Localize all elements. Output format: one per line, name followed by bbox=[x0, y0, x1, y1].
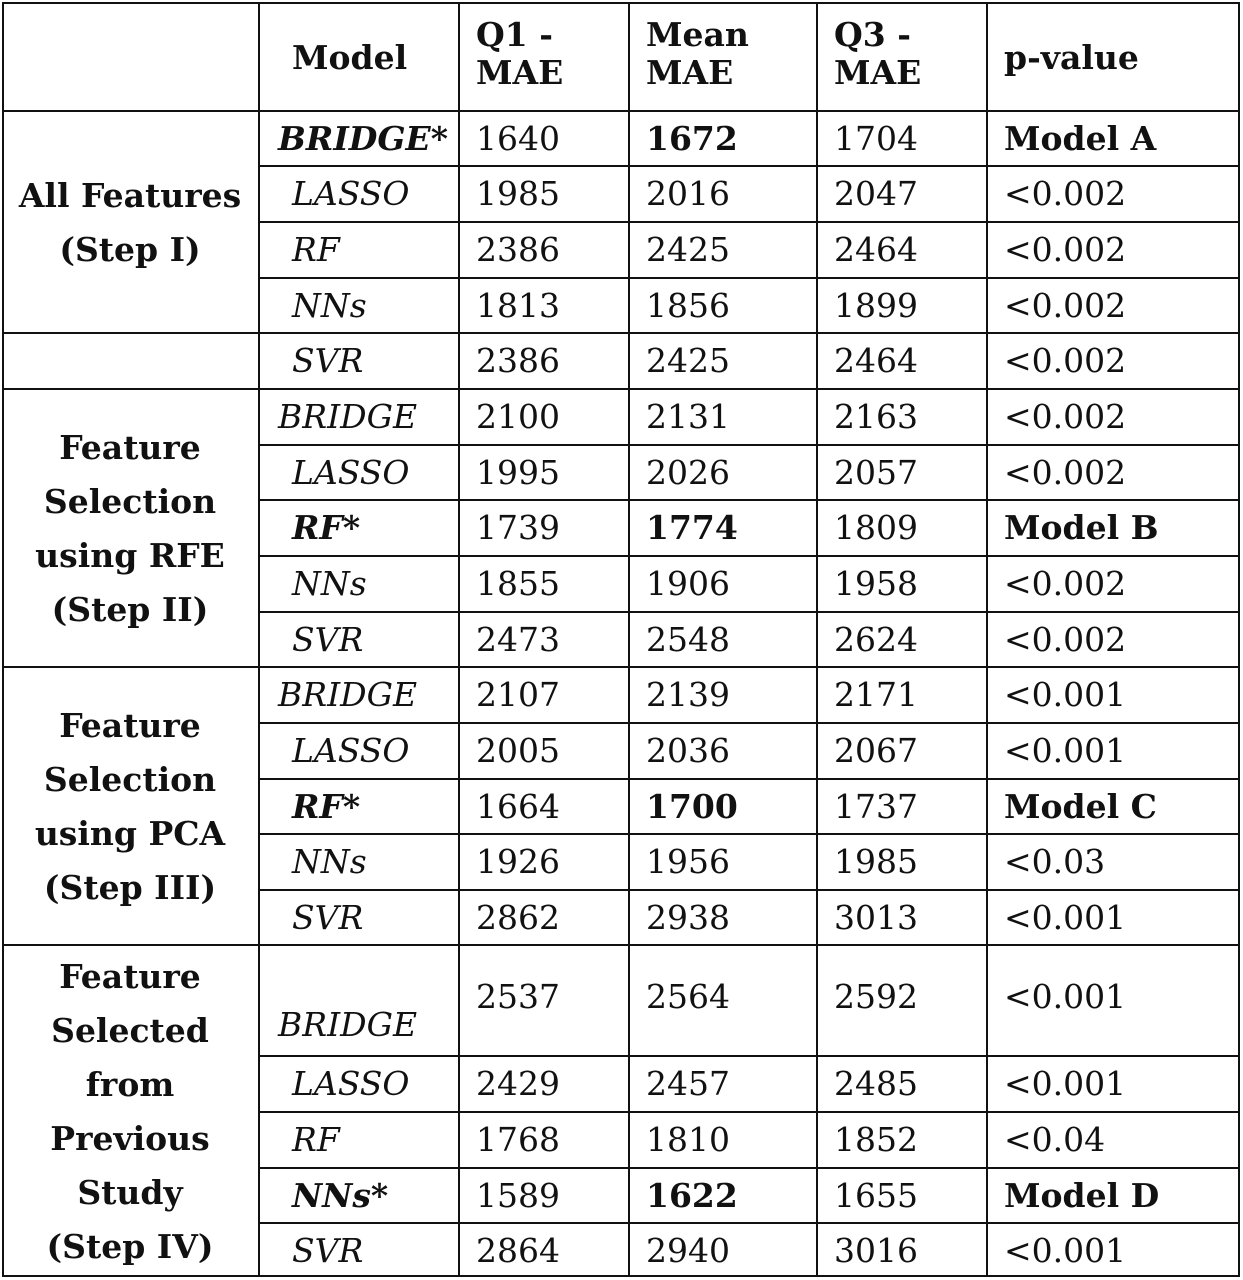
table-row bbox=[2, 221, 1238, 277]
model-name-cell: NNs bbox=[292, 564, 367, 603]
q1-mae-cell: 1664 bbox=[476, 787, 560, 826]
q1-mae-cell: 1739 bbox=[476, 508, 560, 547]
q1-mae-cell: 1985 bbox=[476, 174, 560, 213]
group-label: Feature Selection using PCA (Step III) bbox=[34, 706, 226, 907]
q1-mae-cell: 2386 bbox=[476, 341, 560, 380]
mean-mae-cell: 2548 bbox=[646, 620, 730, 659]
q3-mae-cell: 2171 bbox=[834, 675, 918, 714]
p-value-cell: Model B bbox=[1004, 508, 1159, 547]
model-name-cell: NNs* bbox=[292, 1176, 389, 1215]
p-value-cell: <0.001 bbox=[1004, 898, 1127, 937]
header-cell: Q1 - MAE bbox=[476, 15, 564, 92]
mean-mae-cell: 2016 bbox=[646, 174, 730, 213]
q1-mae-cell: 1926 bbox=[476, 842, 560, 881]
model-name-cell: BRIDGE bbox=[278, 397, 418, 436]
p-value-cell: <0.002 bbox=[1004, 453, 1127, 492]
q3-mae-cell: 1737 bbox=[834, 787, 918, 826]
table-row bbox=[2, 722, 1238, 778]
model-name-cell: BRIDGE bbox=[278, 1005, 418, 1044]
p-value-cell: <0.001 bbox=[1004, 675, 1127, 714]
q3-mae-cell: 1985 bbox=[834, 842, 918, 881]
mean-mae-cell: 2026 bbox=[646, 453, 730, 492]
header-cell: Q3 - MAE bbox=[834, 15, 922, 92]
table-row bbox=[2, 1167, 1238, 1222]
mean-mae-cell: 2457 bbox=[646, 1064, 730, 1103]
mean-mae-cell: 2425 bbox=[646, 230, 730, 269]
p-value-cell: <0.001 bbox=[1004, 977, 1127, 1016]
q1-mae-cell: 1589 bbox=[476, 1176, 560, 1215]
table-row bbox=[2, 611, 1238, 666]
table-row bbox=[2, 277, 1238, 332]
p-value-cell: <0.04 bbox=[1004, 1120, 1106, 1159]
p-value-cell: Model A bbox=[1004, 119, 1157, 158]
group-label: All Features (Step I) bbox=[18, 176, 242, 269]
q3-mae-cell: 1704 bbox=[834, 119, 918, 158]
header-cell: Mean MAE bbox=[646, 15, 749, 92]
q1-mae-cell: 2100 bbox=[476, 397, 560, 436]
model-name-cell: SVR bbox=[292, 898, 364, 937]
p-value-cell: <0.001 bbox=[1004, 731, 1127, 770]
grid-line bbox=[2, 2, 1240, 4]
table-row bbox=[2, 110, 1238, 165]
p-value-cell: <0.001 bbox=[1004, 1064, 1127, 1103]
table-row bbox=[2, 444, 1238, 499]
table-row bbox=[2, 833, 1238, 889]
q1-mae-cell: 2005 bbox=[476, 731, 560, 770]
mean-mae-cell: 2425 bbox=[646, 341, 730, 380]
table-row bbox=[2, 499, 1238, 555]
table-row bbox=[2, 778, 1238, 833]
q1-mae-cell: 1813 bbox=[476, 286, 560, 325]
q3-mae-cell: 2464 bbox=[834, 341, 918, 380]
q3-mae-cell: 2163 bbox=[834, 397, 918, 436]
header-cell: p-value bbox=[1004, 38, 1139, 77]
mean-mae-cell: 2139 bbox=[646, 675, 730, 714]
p-value-cell: <0.002 bbox=[1004, 230, 1127, 269]
q3-mae-cell: 3016 bbox=[834, 1231, 918, 1270]
model-name-cell: RF bbox=[292, 230, 340, 269]
model-name-cell: SVR bbox=[292, 620, 364, 659]
grid-line bbox=[1238, 2, 1240, 1277]
q3-mae-cell: 2047 bbox=[834, 174, 918, 213]
q1-mae-cell: 1640 bbox=[476, 119, 560, 158]
model-name-cell: LASSO bbox=[292, 174, 410, 213]
mean-mae-cell: 1774 bbox=[646, 508, 738, 547]
q1-mae-cell: 2864 bbox=[476, 1231, 560, 1270]
table-row bbox=[2, 332, 1238, 388]
model-name-cell: RF bbox=[292, 1120, 340, 1159]
q3-mae-cell: 1809 bbox=[834, 508, 918, 547]
mean-mae-cell: 1700 bbox=[646, 787, 738, 826]
model-name-cell: RF* bbox=[292, 787, 361, 826]
p-value-cell: <0.002 bbox=[1004, 564, 1127, 603]
q3-mae-cell: 3013 bbox=[834, 898, 918, 937]
q3-mae-cell: 2485 bbox=[834, 1064, 918, 1103]
mean-mae-cell: 1956 bbox=[646, 842, 730, 881]
model-name-cell: NNs bbox=[292, 842, 367, 881]
table-row bbox=[2, 1111, 1238, 1167]
q3-mae-cell: 2624 bbox=[834, 620, 918, 659]
q3-mae-cell: 2067 bbox=[834, 731, 918, 770]
header-cell: Model bbox=[292, 38, 408, 77]
model-name-cell: NNs bbox=[292, 286, 367, 325]
p-value-cell: <0.002 bbox=[1004, 620, 1127, 659]
mean-mae-cell: 2036 bbox=[646, 731, 730, 770]
p-value-cell: Model D bbox=[1004, 1176, 1160, 1215]
mean-mae-cell: 1810 bbox=[646, 1120, 730, 1159]
q3-mae-cell: 2057 bbox=[834, 453, 918, 492]
model-name-cell: RF* bbox=[292, 508, 361, 547]
mean-mae-cell: 2938 bbox=[646, 898, 730, 937]
group-label: Feature Selection using RFE (Step II) bbox=[35, 428, 225, 629]
q1-mae-cell: 2537 bbox=[476, 977, 560, 1016]
q3-mae-cell: 1958 bbox=[834, 564, 918, 603]
q1-mae-cell: 2429 bbox=[476, 1064, 560, 1103]
model-name-cell: LASSO bbox=[292, 731, 410, 770]
p-value-cell: <0.002 bbox=[1004, 174, 1127, 213]
model-name-cell: BRIDGE bbox=[278, 675, 418, 714]
q3-mae-cell: 1655 bbox=[834, 1176, 918, 1215]
q1-mae-cell: 2386 bbox=[476, 230, 560, 269]
q3-mae-cell: 1852 bbox=[834, 1120, 918, 1159]
grid-line bbox=[2, 1275, 1240, 1277]
q3-mae-cell: 1899 bbox=[834, 286, 918, 325]
mean-mae-cell: 2131 bbox=[646, 397, 730, 436]
model-name-cell: LASSO bbox=[292, 453, 410, 492]
p-value-cell: Model C bbox=[1004, 787, 1157, 826]
results-table bbox=[2, 2, 1238, 1275]
mean-mae-cell: 1672 bbox=[646, 119, 738, 158]
mean-mae-cell: 2564 bbox=[646, 977, 730, 1016]
table-row bbox=[2, 666, 1238, 722]
table-row bbox=[2, 944, 1238, 1055]
model-name-cell: LASSO bbox=[292, 1064, 410, 1103]
q1-mae-cell: 1855 bbox=[476, 564, 560, 603]
p-value-cell: <0.002 bbox=[1004, 341, 1127, 380]
q1-mae-cell: 1768 bbox=[476, 1120, 560, 1159]
model-name-cell: SVR bbox=[292, 341, 364, 380]
p-value-cell: <0.03 bbox=[1004, 842, 1106, 881]
p-value-cell: <0.002 bbox=[1004, 286, 1127, 325]
table-row bbox=[2, 1055, 1238, 1111]
model-name-cell: SVR bbox=[292, 1231, 364, 1270]
q1-mae-cell: 2107 bbox=[476, 675, 560, 714]
q1-mae-cell: 1995 bbox=[476, 453, 560, 492]
model-name-cell: BRIDGE* bbox=[278, 119, 448, 158]
mean-mae-cell: 1856 bbox=[646, 286, 730, 325]
p-value-cell: <0.002 bbox=[1004, 397, 1127, 436]
q3-mae-cell: 2464 bbox=[834, 230, 918, 269]
table-row bbox=[2, 388, 1238, 444]
mean-mae-cell: 2940 bbox=[646, 1231, 730, 1270]
p-value-cell: <0.001 bbox=[1004, 1231, 1127, 1270]
group-label: Feature Selected from Previous Study (Step IV) bbox=[46, 956, 214, 1266]
q1-mae-cell: 2473 bbox=[476, 620, 560, 659]
table-row bbox=[2, 1222, 1238, 1275]
q3-mae-cell: 2592 bbox=[834, 977, 918, 1016]
table-row bbox=[2, 165, 1238, 221]
table-row bbox=[2, 555, 1238, 611]
mean-mae-cell: 1622 bbox=[646, 1176, 738, 1215]
table-row bbox=[2, 889, 1238, 944]
mean-mae-cell: 1906 bbox=[646, 564, 730, 603]
q1-mae-cell: 2862 bbox=[476, 898, 560, 937]
